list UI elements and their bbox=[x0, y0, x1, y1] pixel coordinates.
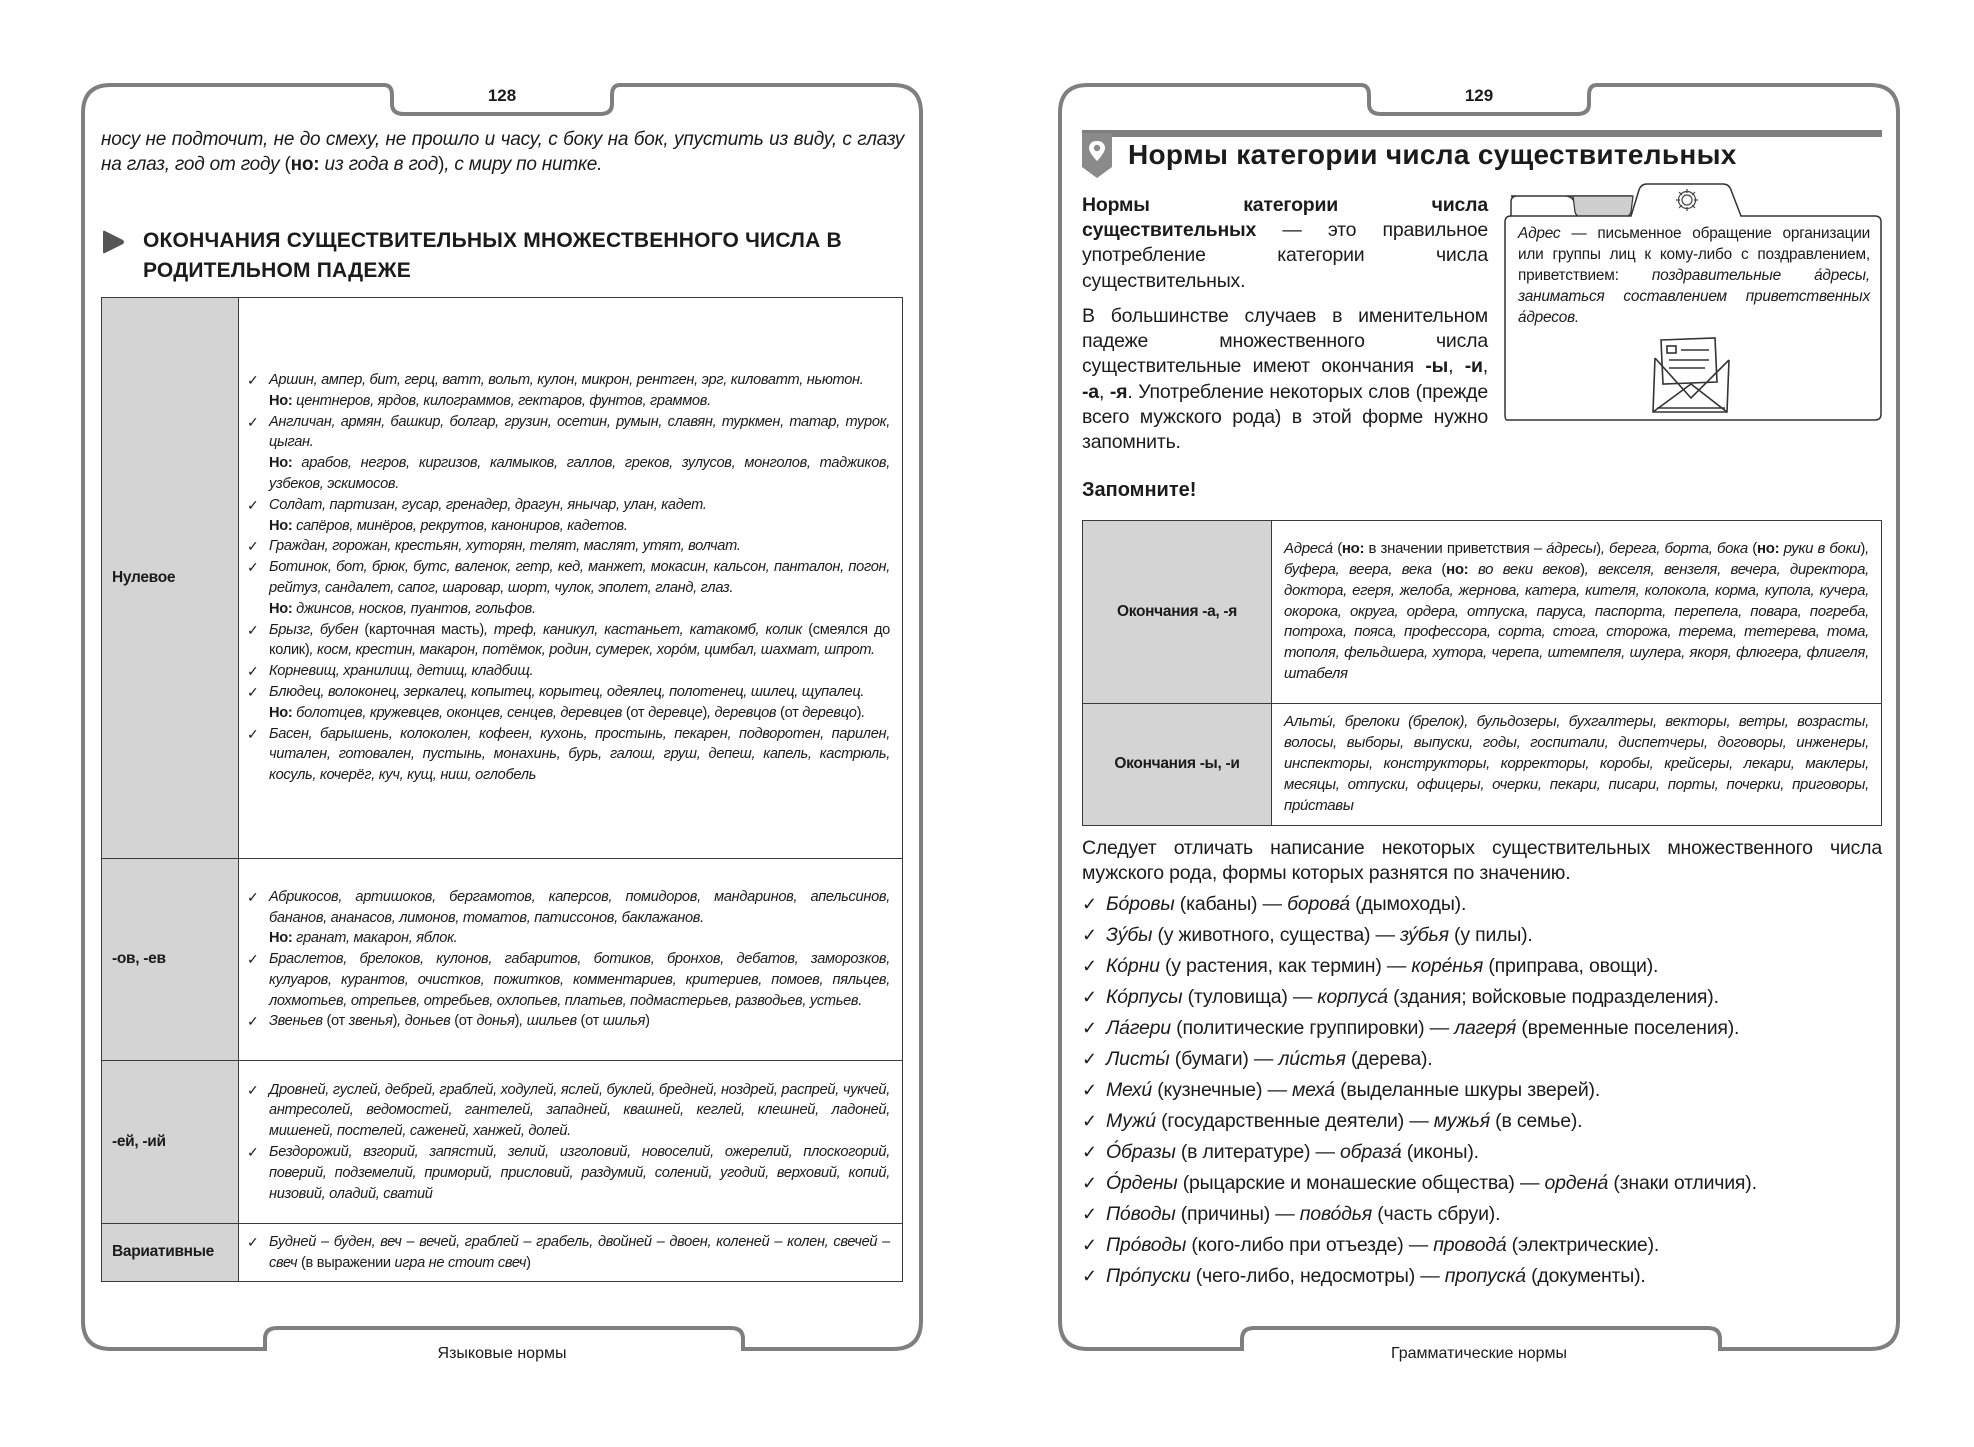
examples-text bbox=[269, 682, 890, 703]
text-run: ( bbox=[1752, 539, 1757, 557]
text-run: Альты́, брелоки (брелок), бульдозеры, бухгалтеры, векторы, ветры, возрасты, волосы, выборы, выпуски, годы, госпитали, диспетчеры, договоры, инженеры, инспекторы, конструкторы, корректоры, коробы, крейсеры, лекари, маклеры, месяцы, отпуски, офицеры, очерки, пекари, писари, порты, почерки, приговоры, при́ставы bbox=[1284, 713, 1869, 814]
examples-text bbox=[269, 536, 890, 557]
text-run: Ко́рпусы bbox=[1106, 986, 1183, 1008]
list-item bbox=[1082, 1168, 1902, 1199]
check-icon: ✓ bbox=[247, 621, 259, 638]
text-run: (государственные деятели) — bbox=[1155, 1110, 1434, 1132]
text-run: О́бразы bbox=[1106, 1141, 1176, 1163]
page-number: 128 bbox=[487, 86, 517, 105]
list-item bbox=[247, 620, 890, 662]
text-run: , bbox=[1448, 355, 1465, 378]
text-run: Про́пуски bbox=[1106, 1265, 1191, 1287]
text-run: джинсов, носков, пуантов, гольфов. bbox=[292, 600, 536, 617]
text-run: Корневищ, хранилищ, детищ, кладбищ. bbox=[269, 663, 534, 680]
check-icon: ✓ bbox=[1082, 1204, 1097, 1224]
text-run: деревце bbox=[648, 704, 703, 721]
table-row bbox=[102, 859, 903, 1061]
exceptions-text bbox=[269, 516, 890, 537]
list-item bbox=[247, 682, 890, 724]
text-run: образа́ bbox=[1340, 1141, 1402, 1163]
text-run: (в литературе) — bbox=[1175, 1141, 1341, 1163]
check-icon: ✓ bbox=[1082, 894, 1097, 914]
text-run: Но: bbox=[269, 704, 293, 721]
text-run: (от bbox=[326, 1013, 349, 1030]
text-run: . Употребление некоторых слов (прежде всего мужского рода) в этой форме нужно запомнить. bbox=[1082, 380, 1488, 454]
text-run: игра не стоит свеч bbox=[394, 1254, 527, 1271]
text-run: — письменное обращение организации или группы лиц к кому-либо с поздравлением, приветствием: bbox=[1518, 225, 1870, 284]
text-run: ) bbox=[392, 1013, 398, 1030]
text-run: , косм, крестин, макарон, потёмок, родин, сумерек, хоро́м, цимбал, шахмат, шпрот. bbox=[309, 642, 875, 659]
text-run: поздравительные а́дресы, заниматься составлением приветственных а́дресов. bbox=[1518, 267, 1870, 326]
list-item bbox=[247, 495, 890, 537]
list-item bbox=[247, 536, 890, 557]
text-run: (политические группировки) — bbox=[1170, 1017, 1455, 1039]
text-run: Зу́бы bbox=[1106, 924, 1153, 946]
text-run: — это правильное употребление категории числа существительных. bbox=[1082, 219, 1488, 292]
list-item bbox=[1082, 1199, 1902, 1230]
examples-text bbox=[269, 1142, 890, 1204]
text-run: центнеров, ярдов, килограммов, гектаров, фунтов, граммов. bbox=[292, 392, 711, 409]
text-run: Бездорожий, взгорий, запястий, зелий, изголовий, новоселий, ожерелий, плоскогорий, поверий, подземелий, приморий, присловий, раздумий, солений, угодий, верховий, копий, низовий, оладий, сватий bbox=[269, 1144, 890, 1202]
text-run: Нормы категории числа существительных bbox=[1082, 194, 1488, 242]
list-item bbox=[247, 661, 890, 682]
text-run: Адрес bbox=[1518, 225, 1561, 242]
list-item bbox=[247, 1080, 890, 1142]
text-run: Мужи́ bbox=[1106, 1110, 1156, 1132]
text-run: ли́стья bbox=[1278, 1048, 1346, 1070]
list-item bbox=[1082, 1230, 1902, 1261]
text-run: (часть сбруи). bbox=[1372, 1203, 1501, 1225]
list-item bbox=[1082, 982, 1902, 1013]
text-run: (у пилы). bbox=[1448, 924, 1533, 946]
list-item bbox=[247, 949, 890, 1011]
text-run: (от bbox=[625, 704, 649, 721]
text-run: шилья bbox=[602, 1013, 646, 1030]
explanation-paragraph bbox=[1082, 304, 1488, 455]
text-run: ) bbox=[514, 1013, 520, 1030]
text-run: Абрикосов, артишоков, бергамотов, каперсов, помидоров, мандаринов, апельсинов, бананов, ананасов, лимонов, томатов, патиссонов, баклажанов. bbox=[269, 888, 890, 926]
text-run: звенья bbox=[348, 1013, 393, 1030]
list-item bbox=[247, 1142, 890, 1204]
text-run: Граждан, горожан, крестьян, хуторян, телят, маслят, утят, волчат. bbox=[269, 538, 741, 555]
table-row bbox=[102, 298, 903, 859]
list-item bbox=[1082, 1075, 1902, 1106]
title-rule bbox=[1082, 130, 1882, 137]
text-run: а́дресы bbox=[1546, 539, 1597, 557]
examples-text bbox=[269, 1232, 890, 1274]
text-run: (документы). bbox=[1525, 1265, 1646, 1287]
text-run: лагеря́ bbox=[1454, 1017, 1517, 1039]
text-run: ) bbox=[526, 1254, 531, 1271]
text-run: (временные поселения). bbox=[1516, 1017, 1740, 1039]
text-run: (кого-либо при отъезде) — bbox=[1186, 1234, 1434, 1256]
text-run: Аршин, ампер, бит, герц, ватт, вольт, кулон, микрон, рентген, эрг, киловатт, ньютон. bbox=[269, 372, 864, 389]
list-item bbox=[1082, 951, 1902, 982]
text-run: но: bbox=[290, 154, 320, 175]
text-run: носу не подточит, не до смеху, не прошло и часу, с боку на бок, упустить из виду, с глазу на глаз, год от году bbox=[101, 129, 904, 175]
check-icon: ✓ bbox=[1082, 1111, 1097, 1131]
list-item bbox=[247, 412, 890, 495]
text-run: провода́ bbox=[1433, 1234, 1507, 1256]
text-run: (у растения, как термин) — bbox=[1159, 955, 1412, 977]
text-run: В большинстве случаев в именительном падеже множественного числа существительные имеют окончания bbox=[1082, 305, 1488, 378]
ending-type-label: -ов, -ев bbox=[102, 859, 239, 1061]
examples-cell bbox=[1272, 521, 1882, 704]
text-run: Листы́ bbox=[1106, 1048, 1170, 1070]
examples-cell bbox=[239, 859, 903, 1061]
meaning-pairs-list bbox=[1082, 889, 1902, 1292]
text-run: ) bbox=[856, 704, 862, 721]
check-icon: ✓ bbox=[1082, 1235, 1097, 1255]
list-item bbox=[247, 557, 890, 619]
distinguish-paragraph: Следует отличать написание некоторых существительных множественного числа мужского рода, формы которых разнятся по значению. bbox=[1082, 837, 1882, 885]
ending-type-label: Вариативные bbox=[102, 1224, 239, 1282]
check-icon: ✓ bbox=[247, 413, 259, 430]
text-run: (в семье). bbox=[1489, 1110, 1583, 1132]
text-run: , шильев bbox=[519, 1013, 581, 1030]
location-pin-icon bbox=[1080, 133, 1114, 179]
text-run: Дровней, гуслей, дебрей, граблей, ходулей, яслей, буклей, бредней, ноздрей, распрей, чукчей, антресолей, ведомостей, гантелей, западней, квашней, кеглей, клешней, ладоней, мишеней, постелей, саженей, ханжей, долей. bbox=[269, 1081, 890, 1140]
examples-text bbox=[269, 557, 890, 599]
ending-type-label: Окончания -а, -я bbox=[1083, 521, 1272, 704]
list-item bbox=[1082, 1106, 1902, 1137]
page-number: 129 bbox=[1464, 86, 1494, 105]
check-icon: ✓ bbox=[247, 1144, 259, 1160]
text-run: ) bbox=[1596, 539, 1601, 557]
text-run: Про́воды bbox=[1106, 1234, 1187, 1256]
text-run: Но: bbox=[269, 930, 293, 947]
text-run: Блюдец, волоконец, зеркалец, копытец, корытец, одеялец, полотенец, шилец, щупалец. bbox=[269, 683, 865, 700]
text-run: (у животного, существа) — bbox=[1152, 924, 1400, 946]
text-run: (электрические). bbox=[1506, 1234, 1660, 1256]
check-icon: ✓ bbox=[247, 1233, 259, 1250]
text-run: коре́нья bbox=[1411, 955, 1484, 977]
text-run: По́воды bbox=[1106, 1203, 1176, 1225]
check-icon: ✓ bbox=[1082, 956, 1097, 976]
text-run: корпуса́ bbox=[1317, 986, 1388, 1008]
text-run: (приправа, овощи). bbox=[1483, 955, 1659, 977]
text-run: ( bbox=[284, 154, 291, 175]
check-icon: ✓ bbox=[247, 1013, 259, 1030]
list-item bbox=[247, 1232, 890, 1274]
text-run: ) bbox=[1860, 539, 1866, 557]
table-row bbox=[1083, 704, 1882, 826]
examples-cell bbox=[239, 298, 903, 859]
text-run: но: bbox=[1757, 539, 1780, 557]
text-run: (от bbox=[780, 704, 803, 721]
text-run: во веки веков bbox=[1468, 560, 1580, 578]
text-run: в значении приветствия – bbox=[1364, 539, 1547, 557]
text-run: ( bbox=[1337, 539, 1342, 557]
text-run: , bbox=[1098, 380, 1110, 403]
table-row bbox=[1083, 521, 1882, 704]
check-icon: ✓ bbox=[247, 559, 259, 576]
text-run: , доньев bbox=[397, 1013, 455, 1030]
text-run: Мехи́ bbox=[1106, 1079, 1153, 1101]
plural-endings-table bbox=[1082, 520, 1882, 826]
remember-heading: Запомните! bbox=[1082, 479, 1197, 501]
check-icon: ✓ bbox=[247, 888, 259, 905]
text-run: гранат, макарон, яблок. bbox=[292, 930, 458, 947]
check-icon: ✓ bbox=[247, 725, 259, 742]
exceptions-text bbox=[269, 928, 890, 949]
check-icon: ✓ bbox=[1082, 987, 1097, 1007]
text-run: ) bbox=[645, 1013, 650, 1030]
examples-text bbox=[269, 1011, 890, 1032]
check-icon: ✓ bbox=[1082, 1080, 1097, 1100]
text-run: Будней – буден, веч – вечей, граблей – грабель, двойней – двоен, коленей – колен, свечей – свеч bbox=[269, 1233, 890, 1271]
list-item bbox=[1082, 1261, 1902, 1292]
text-run: (карточная масть) bbox=[364, 621, 484, 638]
examples-text bbox=[269, 620, 890, 662]
text-run: меха́ bbox=[1291, 1079, 1335, 1101]
list-item bbox=[1082, 1013, 1902, 1044]
text-run: ордена́ bbox=[1544, 1172, 1609, 1194]
list-item bbox=[1082, 1137, 1902, 1168]
text-run: Ла́гери bbox=[1106, 1017, 1171, 1039]
check-icon: ✓ bbox=[247, 951, 259, 968]
text-run: мужья́ bbox=[1433, 1110, 1490, 1132]
text-run: донья bbox=[476, 1013, 515, 1030]
examples-text bbox=[269, 495, 890, 516]
list-item bbox=[1082, 889, 1902, 920]
text-run: (от bbox=[580, 1013, 603, 1030]
check-icon: ✓ bbox=[1082, 1018, 1097, 1038]
table-row bbox=[102, 1061, 903, 1224]
check-icon: ✓ bbox=[1082, 1142, 1097, 1162]
text-run: (здания; войсковые подразделения). bbox=[1387, 986, 1719, 1008]
text-run: (дерева). bbox=[1345, 1048, 1433, 1070]
text-run: , треф, каникул, кастаньет, катакомб, колик bbox=[483, 621, 809, 638]
text-run: , bbox=[1482, 355, 1488, 378]
text-run: Солдат, партизан, гусар, гренадер, драгун, янычар, улан, кадет. bbox=[269, 496, 707, 513]
examples-text bbox=[269, 887, 890, 929]
text-run: (кабаны) — bbox=[1174, 893, 1288, 915]
text-run: Звеньев bbox=[269, 1013, 327, 1030]
text-run: руки в боки bbox=[1779, 539, 1861, 557]
text-run: Ко́рни bbox=[1106, 955, 1160, 977]
endings-table bbox=[101, 297, 903, 1282]
text-run: О́рдены bbox=[1106, 1172, 1178, 1194]
examples-text bbox=[269, 370, 890, 391]
page-title: Нормы категории числа существительных bbox=[1128, 139, 1737, 170]
text-run: сапёров, минёров, рекрутов, канониров, кадетов. bbox=[292, 517, 628, 534]
text-run: (от bbox=[454, 1013, 477, 1030]
list-item bbox=[247, 887, 890, 949]
text-run: (выделанные шкуры зверей). bbox=[1334, 1079, 1601, 1101]
list-item bbox=[247, 370, 890, 412]
exceptions-text bbox=[269, 391, 890, 412]
text-run: , векселя, вензеля, вечера, директора, доктора, егеря, желоба, жернова, катера, кителя, колокола, корма, купола, кучера, окорока, округа, ордера, отпуска, паруса, паспорта, перепела, повара, погреба, потроха, пояса, профессора, сорта, стога, сторожа, терема, тетерева, тома, тополя, фельдшера, хутора, черепа, штемпеля, шулера, якоря, флюгера, флигеля, штабеля bbox=[1284, 560, 1869, 683]
ending-type-label: -ей, -ий bbox=[102, 1061, 239, 1224]
text-run: (чего-либо, недосмотры) — bbox=[1190, 1265, 1445, 1287]
examples-text bbox=[269, 1080, 890, 1142]
text-run: (кузнечные) — bbox=[1152, 1079, 1292, 1101]
text-run: ) bbox=[1579, 560, 1585, 578]
examples-cell bbox=[239, 1224, 903, 1282]
text-run: (знаки отличия). bbox=[1608, 1172, 1757, 1194]
text-run: Адреса́ bbox=[1284, 539, 1338, 557]
text-run: пропуска́ bbox=[1444, 1265, 1526, 1287]
text-run: ) bbox=[438, 154, 445, 175]
text-run: , буфера, веера, века bbox=[1284, 539, 1869, 578]
text-run: зу́бья bbox=[1400, 924, 1449, 946]
list-item bbox=[1082, 1044, 1902, 1075]
text-run: борова́ bbox=[1287, 893, 1350, 915]
check-icon: ✓ bbox=[1082, 925, 1097, 945]
examples-text bbox=[269, 661, 890, 682]
text-run: Но: bbox=[269, 600, 293, 617]
text-run: Но: bbox=[269, 392, 293, 409]
note-box-text bbox=[1518, 223, 1870, 328]
text-run: , с миру по нитке. bbox=[444, 154, 603, 175]
check-icon: ✓ bbox=[247, 1081, 259, 1098]
list-item bbox=[247, 724, 890, 786]
text-run: Но: bbox=[269, 517, 293, 534]
check-icon: ✓ bbox=[1082, 1173, 1097, 1193]
definition-paragraph bbox=[1082, 193, 1488, 294]
check-icon: ✓ bbox=[1082, 1266, 1097, 1286]
text-run: деревцо bbox=[802, 704, 857, 721]
text-run: (в выражении bbox=[301, 1254, 395, 1271]
exceptions-text bbox=[269, 599, 890, 620]
exceptions-text bbox=[269, 453, 890, 495]
footer-section-title: Грамматические нормы bbox=[1390, 1345, 1568, 1362]
examples-cell bbox=[239, 1061, 903, 1224]
text-run: болотцев, кружевцев, оконцев, сенцев, деревцев bbox=[292, 704, 626, 721]
text-run: Ботинок, бот, брюк, бутс, валенок, гетр, кед, манжет, мокасин, кальсон, панталон, погон, рейтуз, сандалет, сапог, шаровар, шорт, чулок, эполет, гланд, глаз. bbox=[269, 559, 890, 596]
footer-section-title: Языковые нормы bbox=[437, 1345, 567, 1362]
exceptions-text bbox=[269, 703, 890, 724]
text-run: Брызг, бубен bbox=[269, 621, 365, 638]
check-icon: ✓ bbox=[247, 496, 259, 513]
text-run: ) bbox=[702, 704, 708, 721]
text-run: -и bbox=[1464, 355, 1483, 378]
text-run: . bbox=[861, 704, 865, 721]
intro-paragraph bbox=[101, 127, 904, 177]
examples-text bbox=[269, 949, 890, 1011]
text-run: Но: bbox=[269, 455, 293, 472]
text-run: (причины) — bbox=[1175, 1203, 1300, 1225]
text-run: Бо́ровы bbox=[1106, 893, 1175, 915]
text-run: Браслетов, брелоков, кулонов, габаритов, ботиков, бронхов, дебатов, заморозков, кулуаров, курантов, очистков, пожитков, комментариев, критериев, помоев, пяльцев, лохмотьев, отрепьев, отребьев, охлопьев, платьев, подмастерьев, разводьев, устьев. bbox=[269, 951, 890, 1009]
check-icon: ✓ bbox=[1082, 1049, 1097, 1069]
examples-text bbox=[269, 724, 890, 786]
text-run: но: bbox=[1446, 560, 1469, 578]
examples-text bbox=[269, 412, 890, 454]
triangle-bullet-icon bbox=[101, 230, 125, 254]
text-run: (смеялся до колик) bbox=[269, 621, 890, 659]
section-heading: ОКОНЧАНИЯ СУЩЕСТВИТЕЛЬНЫХ МНОЖЕСТВЕННОГО ЧИСЛА В РОДИТЕЛЬНОМ ПАДЕЖЕ bbox=[143, 229, 842, 282]
text-run: , берега, борта, бока bbox=[1600, 539, 1753, 557]
text-run: (иконы). bbox=[1401, 1141, 1479, 1163]
check-icon: ✓ bbox=[247, 663, 259, 680]
list-item bbox=[1082, 920, 1902, 951]
ending-type-label: Нулевое bbox=[102, 298, 239, 859]
examples-cell bbox=[1272, 704, 1882, 826]
text-run: -я bbox=[1109, 380, 1128, 403]
text-run: арабов, негров, киргизов, калмыков, галлов, греков, зулусов, монголов, таджиков, узбеков, эскимосов. bbox=[269, 455, 890, 493]
text-run: пово́дья bbox=[1299, 1203, 1373, 1225]
text-run: (бумаги) — bbox=[1169, 1048, 1279, 1070]
text-run: -ы bbox=[1425, 355, 1449, 378]
table-row bbox=[102, 1224, 903, 1282]
check-icon: ✓ bbox=[247, 372, 259, 389]
text-run: (туловища) — bbox=[1182, 986, 1318, 1008]
text-run: (рыцарские и монашеские общества) — bbox=[1177, 1172, 1545, 1194]
text-run: ( bbox=[1441, 560, 1447, 578]
text-run: -а bbox=[1082, 380, 1099, 403]
check-icon: ✓ bbox=[247, 683, 259, 700]
text-run: из года в год bbox=[319, 154, 439, 175]
text-run: (дымоходы). bbox=[1349, 893, 1467, 915]
list-item bbox=[247, 1011, 890, 1032]
text-run: Англичан, армян, башкир, болгар, грузин, осетин, румын, славян, туркмен, татар, турок, цыган. bbox=[269, 413, 890, 451]
text-run: но: bbox=[1341, 539, 1365, 557]
text-run: , деревцов bbox=[707, 704, 781, 721]
check-icon: ✓ bbox=[247, 538, 259, 555]
ending-type-label: Окончания -ы, -и bbox=[1083, 704, 1272, 826]
text-run: Басен, барышень, колоколен, кофеен, кухонь, простынь, пекарен, подворотен, парилен, читален, готовален, пустынь, монахинь, бурь, галош, груш, депеш, капель, кастрюль, косуль, кочерёг, куч, кущ, ниш, оглобель bbox=[269, 725, 890, 784]
